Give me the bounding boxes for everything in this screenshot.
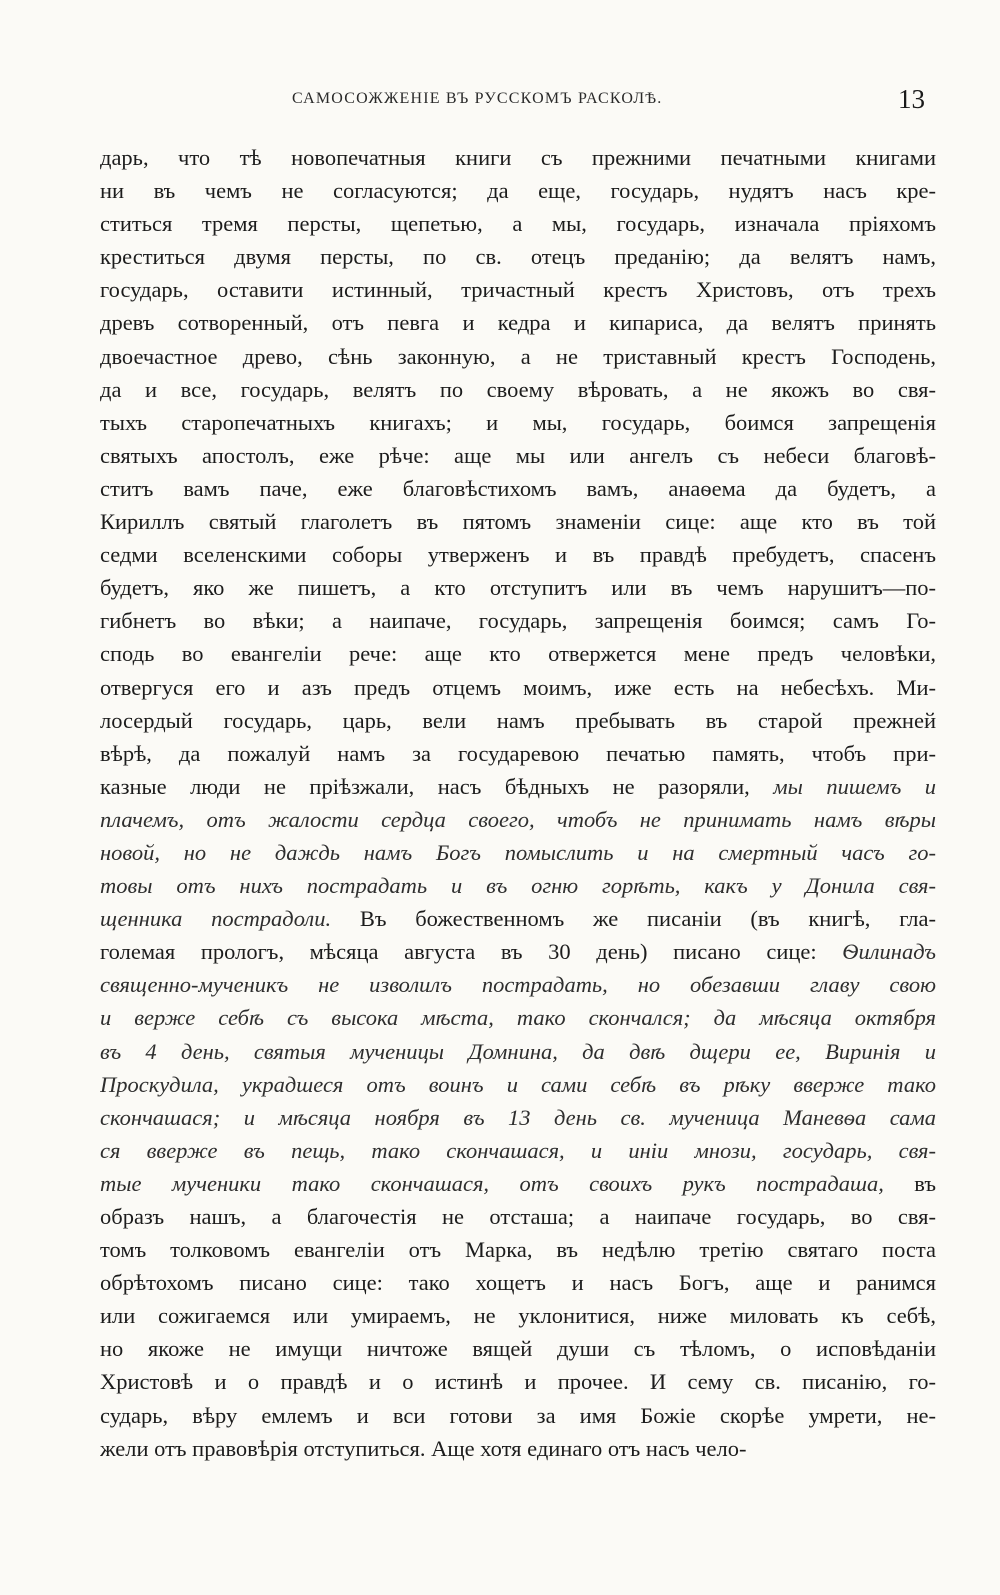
text-segment: казные люди не пріѣзжали, насъ бѣдныхъ не разоряли, <box>100 773 774 799</box>
text-segment: образъ нашъ, а благочестія не отсташа; а наипаче государь, во свя- <box>100 1204 936 1229</box>
text-line <box>100 1134 936 1167</box>
text-segment: ститъ вамъ паче, еже благовѣстихомъ вамъ, анаѳема да будетъ, а <box>100 475 936 501</box>
text-line <box>100 836 936 869</box>
text-segment: но якоже не имущи ничтоже вящей души съ тѣломъ, о исповѣданіи <box>100 1336 936 1362</box>
text-line <box>100 538 936 571</box>
text-line <box>100 505 936 538</box>
text-segment: креститься двумя персты, по св. отецъ преданію; да велятъ намъ, <box>100 244 936 270</box>
text-line <box>100 240 936 273</box>
text-line <box>100 1299 936 1332</box>
text-line <box>100 1101 936 1134</box>
text-segment: да и все, государь, велятъ по своему вѣровать, а не якожъ во свя- <box>100 376 936 402</box>
italic-segment: и верже себѣ съ высока мѣста, тако скончался; да мѣсяца октября <box>100 1005 936 1031</box>
text-line <box>100 306 936 339</box>
text-line <box>100 406 936 439</box>
text-line <box>100 671 936 704</box>
text-line <box>100 1233 936 1266</box>
text-line <box>100 1200 936 1233</box>
text-line <box>100 207 936 240</box>
text-line <box>100 1167 936 1200</box>
text-line <box>100 968 936 1001</box>
text-segment: сударь, вѣру емлемъ и вси готови за имя Божіе скорѣе умрети, не- <box>100 1402 936 1428</box>
text-segment: седми вселенскими соборы утверженъ и въ правдѣ пребудетъ, спасенъ <box>100 542 936 568</box>
italic-segment: ся вверже въ пещь, тако скончашася, и иніи мнози, государь, свя- <box>100 1137 936 1163</box>
text-segment: вѣрѣ, да пожалуй намъ за государевою печатью память, чтобъ при- <box>100 740 936 766</box>
body-text <box>100 141 936 1465</box>
text-segment: отвергуся его и азъ предъ отцемъ моимъ, иже есть на небесѣхъ. Ми- <box>100 674 936 700</box>
text-segment: дарь, что тѣ новопечатныя книги съ прежними печатными книгами <box>100 145 936 170</box>
text-line <box>100 373 936 406</box>
text-segment: двоечастное древо, сѣнь законную, а не триставный крестъ Господень, <box>100 343 936 369</box>
text-segment: големая прологъ, мѣсяца августа въ 30 день) писано сице: <box>100 939 843 965</box>
page-header <box>0 84 1000 118</box>
text-line <box>100 737 936 770</box>
text-segment: святыхъ апостолъ, еже рѣче: аще мы или ангелъ съ небеси благовѣ- <box>100 442 936 468</box>
text-line <box>100 604 936 637</box>
italic-segment: священно-мученикъ не изволилъ пострадать, но обезавши главу свою <box>100 972 936 998</box>
text-line <box>100 273 936 306</box>
text-line <box>100 174 936 207</box>
italic-segment: скончашася; и мѣсяца ноября въ 13 день св. мученица Маневѳа сама <box>100 1104 936 1130</box>
text-segment: или сожигаемся или умираемъ, не уклонитися, ниже миловать къ себѣ, <box>100 1303 936 1329</box>
italic-segment: Ѳилинадъ <box>842 939 936 965</box>
text-segment: государь, оставити истинный, тричастный крестъ Христовъ, отъ трехъ <box>100 277 936 303</box>
text-line <box>100 935 936 968</box>
text-segment: ститься тремя персты, щепетью, а мы, государь, изначала пріяхомъ <box>100 211 936 237</box>
italic-segment: плачемъ, отъ жалости сердца своего, чтобъ не принимать намъ вѣры <box>100 806 936 832</box>
italic-segment: тые мученики тако скончашася, отъ своихъ рукъ пострадаша, <box>100 1170 884 1196</box>
text-segment: сподь во евангеліи рече: аще кто отвержется мене предъ человѣки, <box>100 641 936 667</box>
text-line <box>100 1035 936 1068</box>
text-line <box>100 340 936 373</box>
text-line <box>100 1068 936 1101</box>
running-title: САМОСОЖЖЕНІЕ ВЪ РУССКОМЪ РАСКОЛѢ. <box>292 90 663 107</box>
text-line <box>100 1332 936 1365</box>
text-line <box>100 869 936 902</box>
italic-segment: щенника пострадоли. <box>100 906 332 932</box>
text-line <box>100 902 936 935</box>
text-segment: Христовѣ и о правдѣ и о истинѣ и прочее. И сему св. писанію, го- <box>100 1369 936 1395</box>
text-line <box>100 803 936 836</box>
italic-segment: въ 4 день, святыя мученицы Домнина, да двѣ дщери ее, Виринія и <box>100 1038 936 1064</box>
text-segment: обрѣтохомъ писано сице: тако хощетъ и насъ Богъ, аще и ранимся <box>100 1270 936 1296</box>
text-segment: тыхъ старопечатныхъ книгахъ; и мы, государь, боимся запрещенія <box>100 409 936 435</box>
text-segment: въ <box>883 1170 936 1196</box>
text-line <box>100 770 936 803</box>
text-line <box>100 141 936 174</box>
italic-segment: мы пишемъ и <box>773 773 936 799</box>
italic-segment: новой, но не даждь намъ Богъ помыслить и на смертный часъ го- <box>100 839 936 865</box>
text-segment: гибнетъ во вѣки; а наипаче, государь, запрещенія боимся; самъ Го- <box>100 608 936 634</box>
text-line <box>100 1365 936 1398</box>
text-segment: Кириллъ святый глаголетъ въ пятомъ знаменіи сице: аще кто въ той <box>100 509 936 535</box>
text-line <box>100 439 936 472</box>
text-segment: Въ божественномъ же писаніи (въ книгѣ, гла- <box>331 906 936 932</box>
text-line <box>100 704 936 737</box>
text-line <box>100 571 936 604</box>
text-segment: будетъ, яко же пишетъ, а кто отступитъ или въ чемъ нарушитъ—по- <box>100 575 936 601</box>
text-line <box>100 637 936 670</box>
text-segment: томъ толковомъ евангеліи отъ Марка, въ недѣлю третію святаго поста <box>100 1237 936 1263</box>
text-segment: жели отъ правовѣрія отступиться. Аще хотя единаго отъ насъ чело- <box>100 1435 747 1461</box>
text-segment: древъ сотворенный, отъ певга и кедра и кипариса, да велятъ принять <box>100 310 936 336</box>
text-segment: лосердый государь, царь, вели намъ пребывать въ старой прежней <box>100 707 936 733</box>
text-line <box>100 1432 936 1465</box>
italic-segment: Проскудила, украдшеся отъ воинъ и сами себѣ въ рѣку вверже тако <box>100 1071 936 1097</box>
text-line <box>100 1399 936 1432</box>
text-line <box>100 1001 936 1034</box>
text-line <box>100 472 936 505</box>
page-number: 13 <box>898 84 925 114</box>
text-segment: ни въ чемъ не согласуются; да еще, государь, нудятъ насъ кре- <box>100 178 936 204</box>
text-line <box>100 1266 936 1299</box>
italic-segment: товы отъ нихъ пострадать и въ огню горѣть, какъ у Донила свя- <box>100 873 936 899</box>
